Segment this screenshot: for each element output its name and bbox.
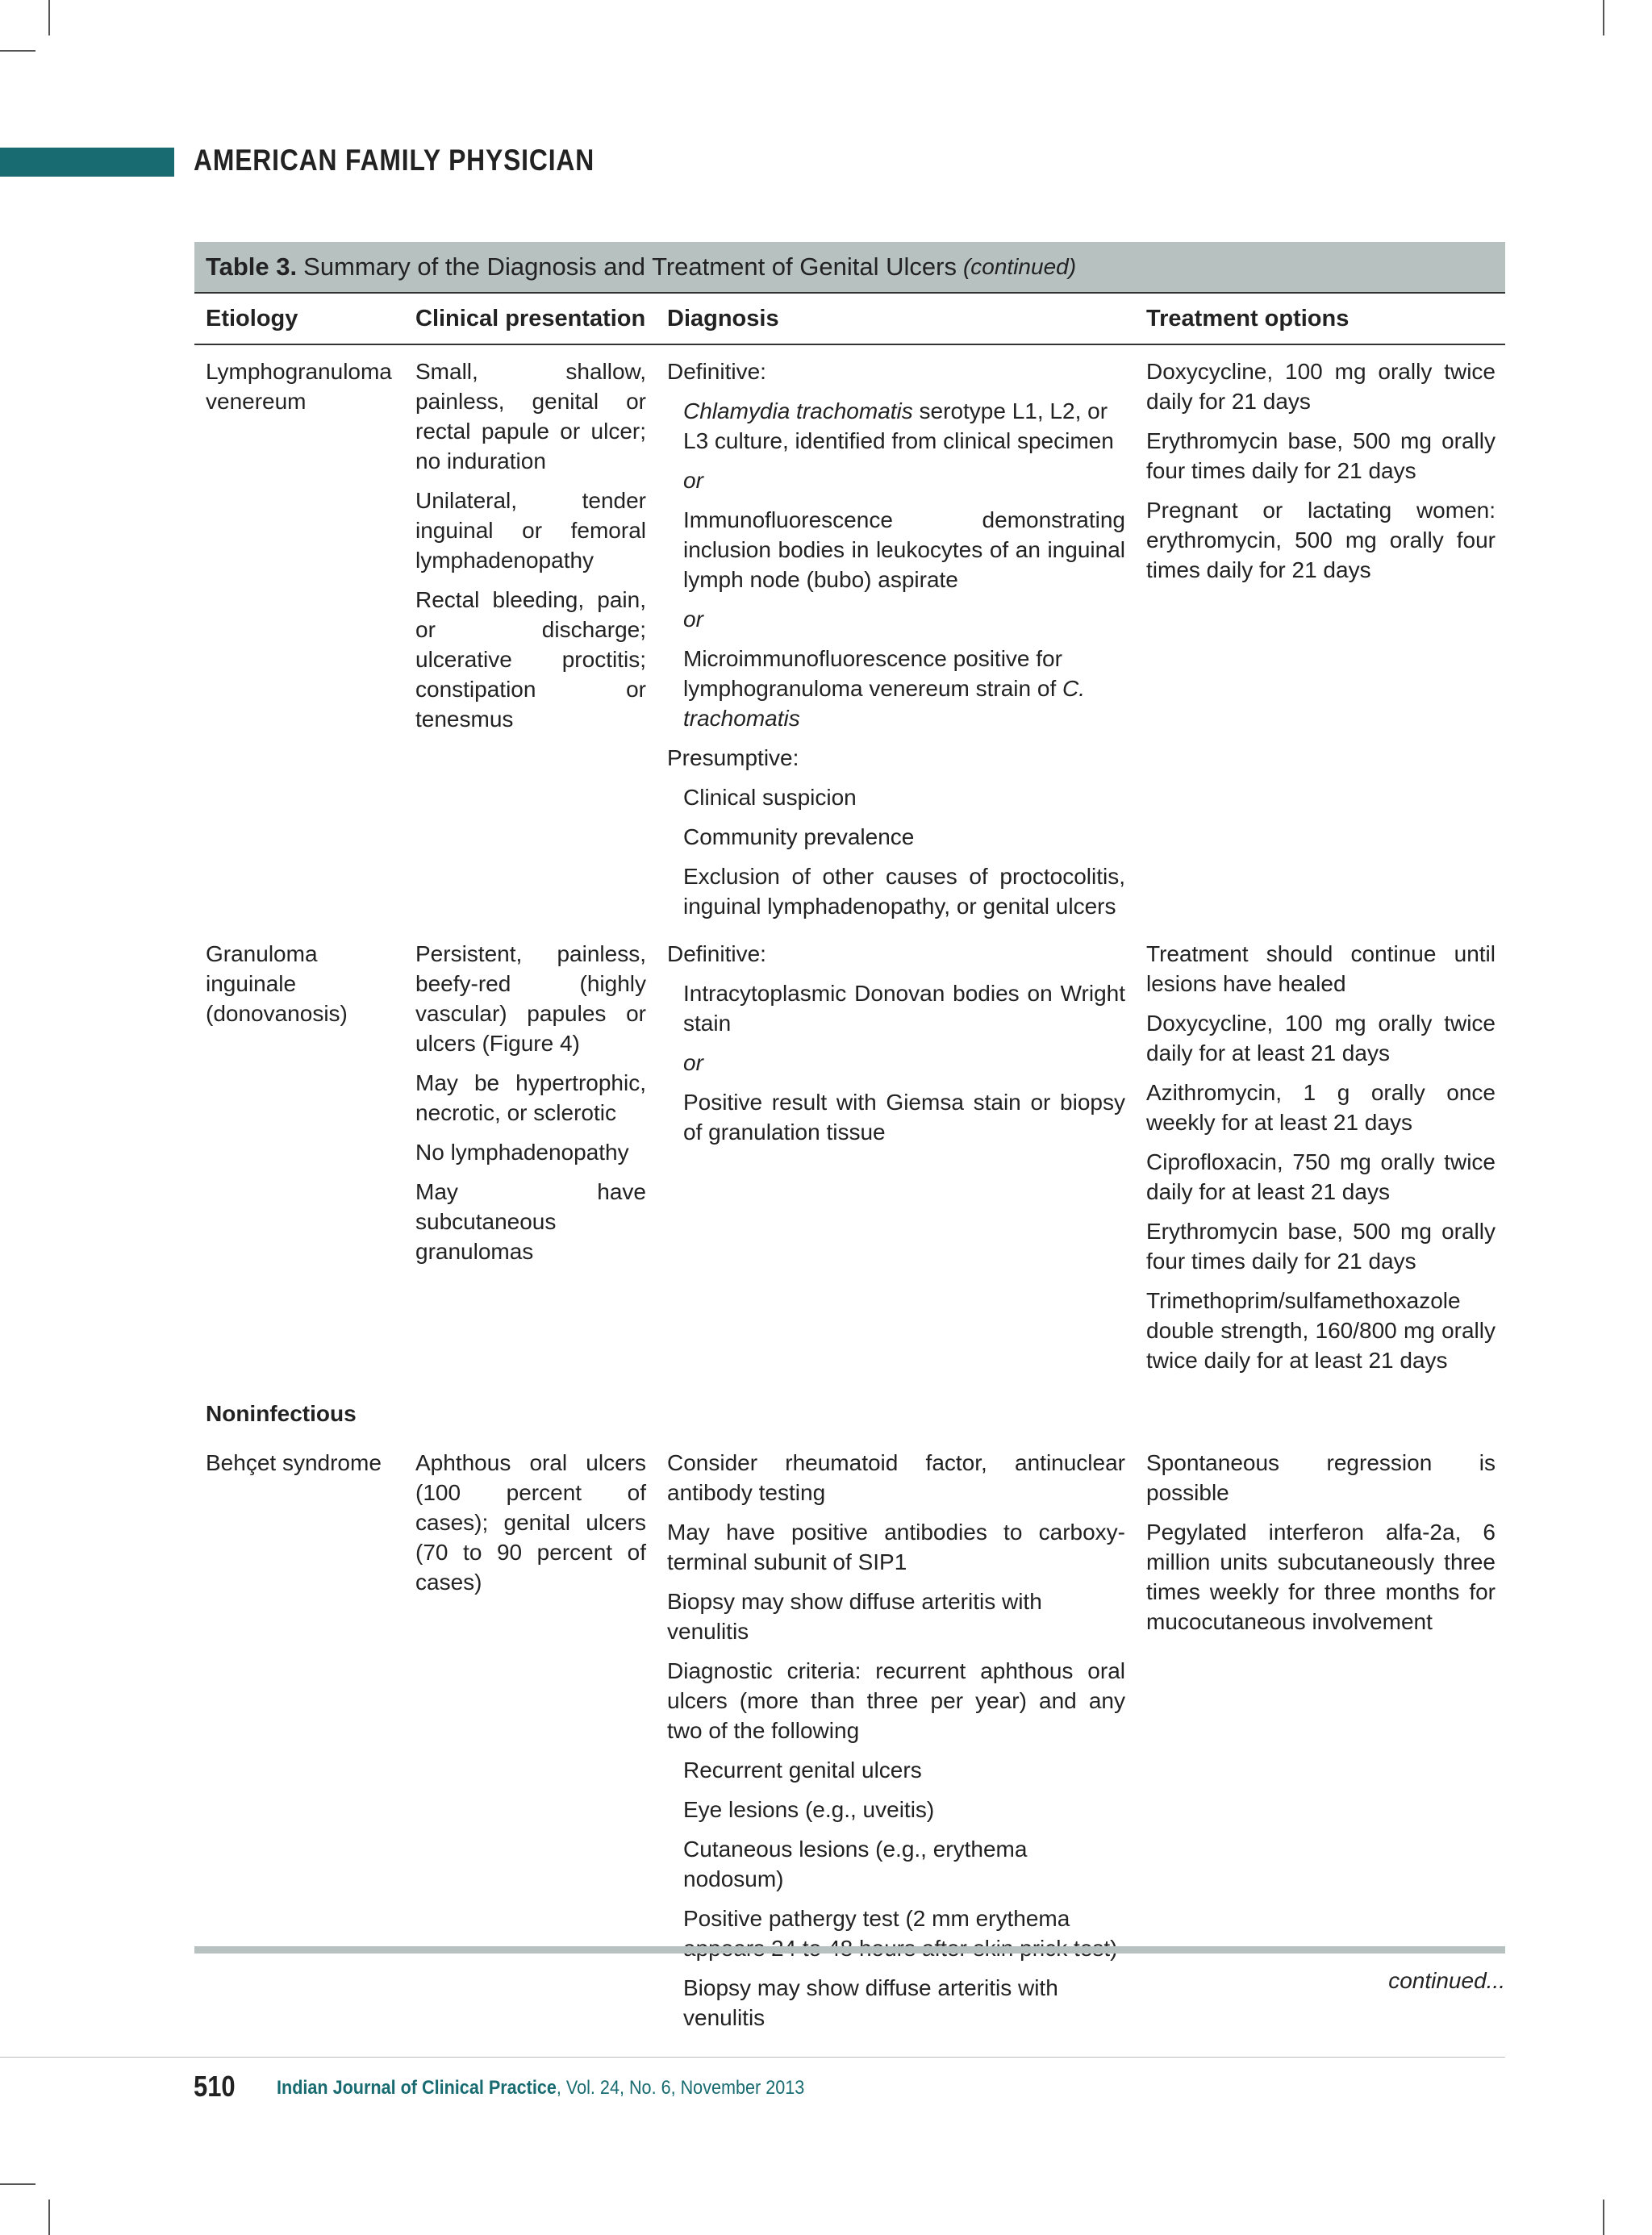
treatment-cell — [1135, 939, 1505, 1385]
treatment-item: Doxycycline, 100 mg orally twice daily for 21 days — [1146, 359, 1496, 414]
diagnosis-item: Biopsy may show diffuse arteritis with venulitis — [667, 1589, 1042, 1644]
column-header-treatment: Treatment options — [1146, 305, 1350, 331]
column-header-clinical: Clinical presentation — [415, 305, 646, 331]
header-accent-bar — [0, 148, 174, 177]
table-number: Table 3. — [206, 252, 298, 281]
etiology-line: venereum — [206, 389, 307, 414]
diagnosis-text: Microimmunofluorescence positive for lymphogranuloma venereum strain of — [683, 646, 1063, 701]
diagnosis-item: Consider rheumatoid factor, antinuclear antibody testing — [667, 1450, 1125, 1505]
criteria-item: Biopsy may show diffuse arteritis with venulitis — [683, 1975, 1058, 2030]
page-number: 510 — [194, 2070, 236, 2103]
etiology-line: Granuloma — [206, 941, 318, 966]
clinical-item: Aphthous oral ulcers (100 percent of cases); genital ulcers (70 to 90 percent of cases) — [415, 1450, 646, 1595]
etiology-cell — [194, 357, 404, 931]
or-text: or — [683, 607, 703, 632]
journal-header-title: AMERICAN FAMILY PHYSICIAN — [194, 144, 595, 177]
diagnosis-text: serotype L1, L2, or L3 culture, identified from clinical specimen — [683, 398, 1114, 453]
treatment-item: Trimethoprim/sulfamethoxazole double strength, 160/800 mg orally twice daily for at least 21 days — [1146, 1288, 1496, 1373]
or-text: or — [683, 468, 703, 493]
treatment-item: Treatment should continue until lesions have healed — [1146, 941, 1496, 996]
table-title: Summary of the Diagnosis and Treatment of Genital Ulcers — [303, 252, 957, 281]
treatment-cell — [1135, 357, 1505, 931]
crop-mark — [48, 0, 50, 35]
diagnosis-item: Positive result with Giemsa stain or biopsy of granulation tissue — [683, 1090, 1125, 1145]
diagnosis-label: Definitive: — [667, 941, 766, 966]
diagnosis-or — [667, 1048, 1125, 1078]
etiology-line: inguinale — [206, 971, 297, 996]
treatment-item: Doxycycline, 100 mg orally twice daily for at least 21 days — [1146, 1011, 1496, 1065]
treatment-item: Spontaneous regression is possible — [1146, 1450, 1496, 1505]
crop-mark — [1603, 0, 1604, 35]
treatment-item: Pregnant or lactating women: erythromycin, 500 mg orally four times daily for 21 days — [1146, 498, 1496, 582]
crop-mark — [48, 2200, 50, 2235]
column-header-etiology: Etiology — [206, 305, 298, 331]
footer-divider — [0, 2057, 1505, 2058]
clinical-item: May have subcutaneous granulomas — [415, 1179, 646, 1264]
table-header-row — [194, 294, 1505, 345]
table-row-granuloma-inguinale — [194, 939, 1505, 1385]
continued-note: continued... — [1388, 1968, 1505, 1993]
diagnosis-item: Diagnostic criteria: recurrent aphthous oral ulcers (more than three per year) and any two of the following — [667, 1658, 1125, 1743]
clinical-item: Small, shallow, painless, genital or rectal papule or ulcer; no induration — [415, 359, 646, 473]
diagnosis-label: Presumptive: — [667, 745, 799, 770]
diagnosis-label: Definitive: — [667, 359, 766, 384]
clinical-item: Unilateral, tender inguinal or femoral lymphadenopathy — [415, 488, 646, 573]
diagnosis-item: Community prevalence — [683, 824, 915, 849]
crop-mark — [0, 50, 35, 52]
treatment-item: Ciprofloxacin, 750 mg orally twice daily for at least 21 days — [1146, 1149, 1496, 1204]
crop-mark — [0, 2183, 35, 2185]
criteria-item: Cutaneous lesions (e.g., erythema nodosum) — [683, 1837, 1028, 1891]
crop-mark — [1603, 2200, 1604, 2235]
diagnosis-or — [667, 604, 1125, 634]
column-header-diagnosis: Diagnosis — [667, 305, 779, 331]
or-text: or — [683, 1050, 703, 1075]
diagnosis-cell — [656, 357, 1135, 931]
clinical-item: Persistent, painless, beefy-red (highly vascular) papules or ulcers (Figure 4) — [415, 941, 646, 1056]
clinical-item: May be hypertrophic, necrotic, or sclerotic — [415, 1070, 646, 1125]
treatment-item: Erythromycin base, 500 mg orally four times daily for 21 days — [1146, 428, 1496, 483]
treatment-item: Erythromycin base, 500 mg orally four times daily for 21 days — [1146, 1219, 1496, 1274]
criteria-item: Recurrent genital ulcers — [683, 1758, 922, 1783]
diagnosis-item: Clinical suspicion — [683, 785, 857, 810]
treatment-item: Azithromycin, 1 g orally once weekly for at least 21 days — [1146, 1080, 1496, 1135]
etiology-line: (donovanosis) — [206, 1001, 348, 1026]
diagnosis-item: May have positive antibodies to carboxy-terminal subunit of SIP1 — [667, 1520, 1125, 1574]
diagnosis-item — [667, 396, 1125, 456]
etiology-cell: Behçet syndrome — [206, 1450, 382, 1475]
table-continued-label: (continued) — [962, 254, 1077, 279]
etiology-cell — [194, 939, 404, 1385]
diagnosis-item: Immunofluorescence demonstrating inclusion bodies in leukocytes of an inguinal lymph node (bubo) aspirate — [683, 507, 1125, 592]
organism-name: Chlamydia trachomatis — [683, 398, 913, 423]
criteria-item: Positive pathergy test (2 mm erythema — [683, 1906, 1070, 1931]
diagnosis-or — [667, 465, 1125, 495]
journal-issue: , Vol. 24, No. 6, November 2013 — [556, 2077, 805, 2099]
table-row-lgv — [194, 357, 1505, 931]
clinical-cell — [404, 357, 656, 931]
diagnosis-item: Exclusion of other causes of proctocolitis, inguinal lymphadenopathy, or genital ulcers — [683, 864, 1125, 919]
criteria-item: Eye lesions (e.g., uveitis) — [683, 1797, 935, 1822]
treatment-item: Pegylated interferon alfa-2a, 6 million units subcutaneously three times weekly for three months for mucocutaneous involvement — [1146, 1520, 1496, 1634]
diagnosis-item: Intracytoplasmic Donovan bodies on Wright stain — [683, 981, 1125, 1036]
clinical-item: Rectal bleeding, pain, or discharge; ulcerative proctitis; constipation or tenesmus — [415, 587, 646, 732]
clinical-cell — [404, 939, 656, 1385]
diagnosis-item — [667, 644, 1125, 733]
diagnosis-cell — [656, 939, 1135, 1385]
table-bottom-rule — [194, 1946, 1505, 1954]
journal-name: Indian Journal of Clinical Practice — [277, 2077, 557, 2099]
etiology-line: Lymphogranuloma — [206, 359, 392, 384]
organism-name: C. trachomatis — [683, 676, 1086, 731]
summary-table — [194, 242, 1505, 2042]
journal-citation — [277, 2077, 804, 2099]
clinical-item: No lymphadenopathy — [415, 1140, 629, 1165]
table-caption — [194, 242, 1505, 294]
section-heading-noninfectious: Noninfectious — [206, 1401, 357, 1426]
